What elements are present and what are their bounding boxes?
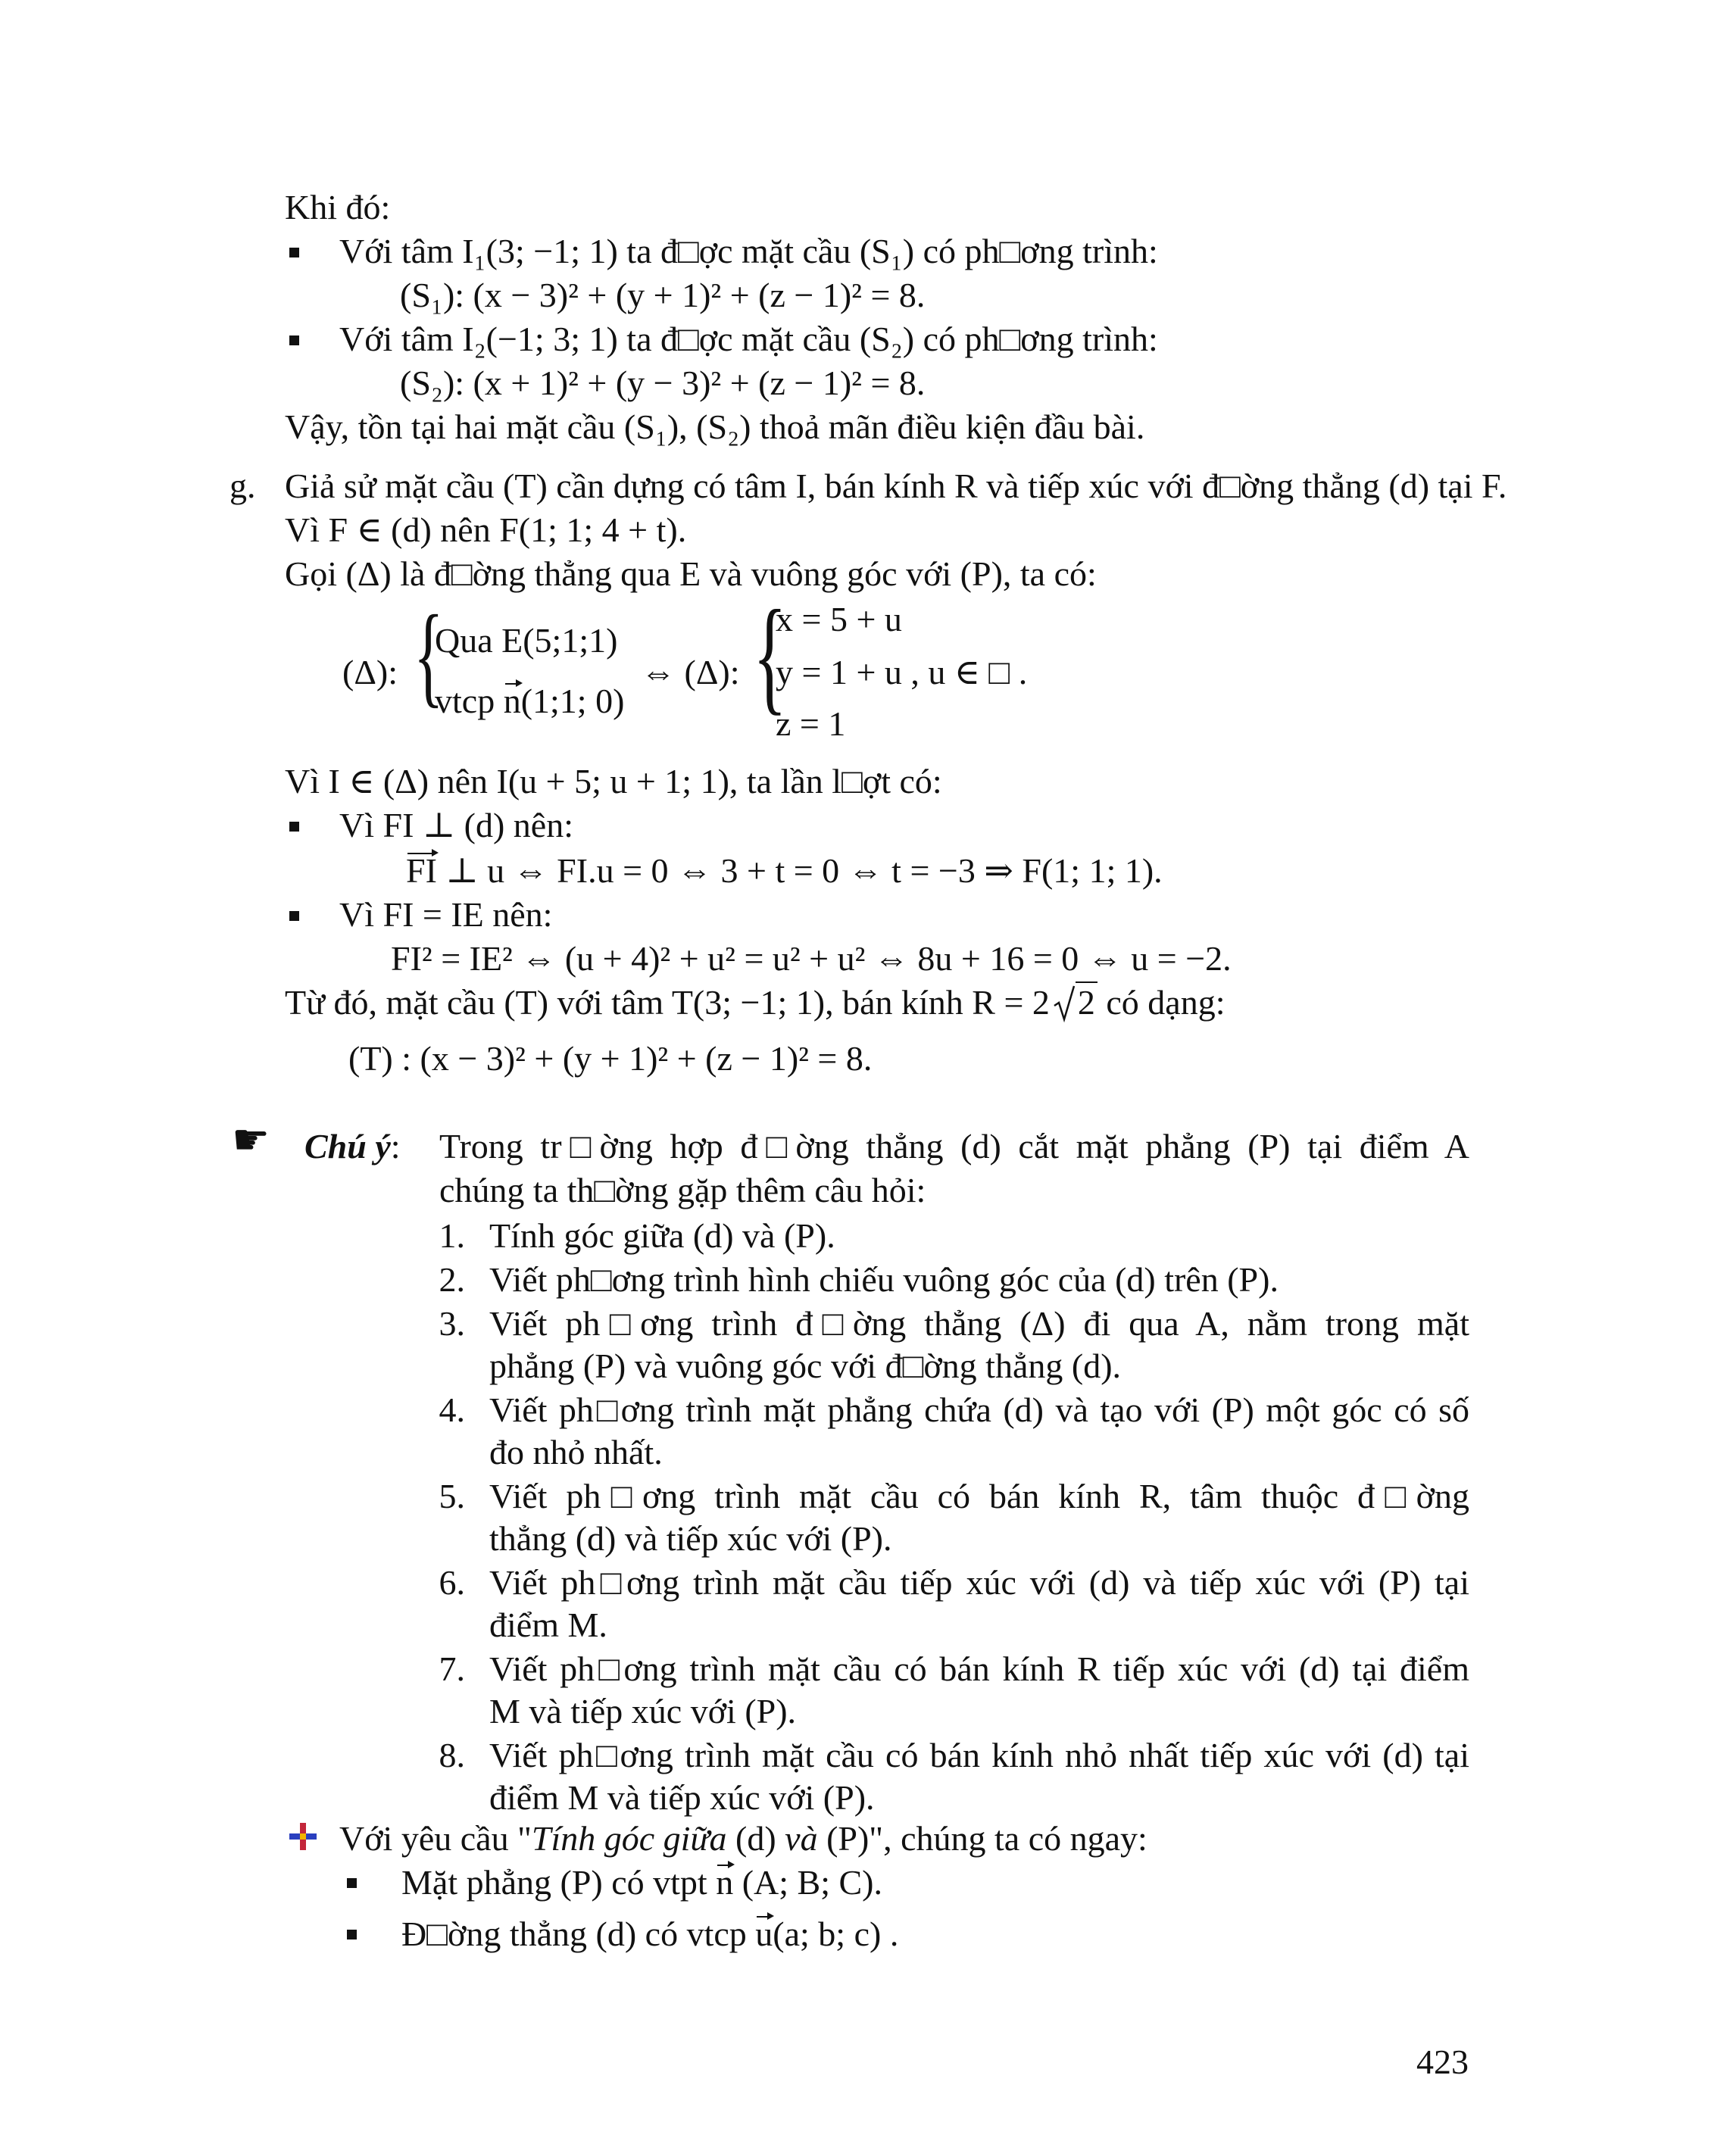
bullet-square (289, 248, 299, 257)
delta-label: (Δ): (342, 653, 398, 691)
vector-n: n (716, 1861, 733, 1904)
equation: (S₂): (x + 1)² + (y − 3)² + (z − 1)² = 8. (400, 364, 926, 402)
pointing-hand-icon: ☛ (232, 1117, 270, 1164)
equation: (T) : (x − 3)² + (y + 1)² + (z − 1)² = 8. (348, 1039, 873, 1078)
list-item-text: Tính góc giữa (d) và (P). (489, 1216, 835, 1255)
bullet-square (289, 822, 299, 832)
equation: x = 5 + u (776, 600, 902, 638)
list-item-text: điểm M và tiếp xúc với (P). (489, 1778, 875, 1817)
list-number: 6. (439, 1563, 465, 1602)
text-line: Giả sử mặt cầu (T) cần dựng có tâm I, bán kính R và tiếp xúc với đ□ờng thẳng (d) tại F. (285, 467, 1507, 505)
vector-u: u (755, 1913, 773, 1955)
equation: y = 1 + u , u ∈ □ . (776, 653, 1028, 691)
list-number: 2. (439, 1260, 465, 1299)
list-number: 7. (439, 1649, 465, 1688)
bullet-square (347, 1930, 357, 1939)
equation: z = 1 (776, 704, 846, 743)
list-item-text: M và tiếp xúc với (P). (489, 1692, 797, 1730)
vector-value: (1;1; 0) (520, 682, 625, 720)
list-item-text: điểm M. (489, 1606, 607, 1644)
text-line (285, 981, 1226, 1024)
item-label: g. (229, 467, 256, 505)
equation: FI² = IE² ⇔ (u + 4)² + u² = u² + u² ⇔ 8u + 16 = 0 ⇔ u = −2. (391, 939, 1232, 978)
list-number: 3. (439, 1304, 465, 1343)
text-line: Vì FI ⊥ (d) nên: (339, 806, 573, 844)
list-item-text: thẳng (d) và tiếp xúc với (P). (489, 1519, 892, 1558)
list-item-text: phẳng (P) và vuông góc với đ□ờng thẳng (d). (489, 1347, 1122, 1385)
list-item-text: Viết ph□ơng trình mặt cầu tiếp xúc với (d) và tiếp xúc với (P) tại (489, 1563, 1469, 1602)
equation (435, 680, 624, 722)
equation (406, 850, 1163, 892)
left-brace: { (753, 584, 787, 726)
list-number: 8. (439, 1736, 465, 1774)
text-line: Với tâm I₂(−1; 3; 1) ta đ□ợc mặt cầu (S₂) có ph□ơng trình: (339, 320, 1158, 358)
text-line: Trong tr□ờng hợp đ□ờng thẳng (d) cắt mặt phẳng (P) tại điểm A (439, 1127, 1469, 1166)
bullet-square (289, 911, 299, 921)
text-line: Vì I ∈ (Δ) nên I(u + 5; u + 1; 1), ta lần l□ợt có: (285, 762, 942, 800)
list-number: 5. (439, 1477, 465, 1515)
text-line: Vì F ∈ (d) nên F(1; 1; 4 + t). (285, 510, 687, 549)
text-line: chúng ta th□ờng gặp thêm câu hỏi: (439, 1171, 926, 1209)
sqrt-value: 2 (1076, 981, 1097, 1022)
list-item-text: Viết ph□ơng trình mặt cầu có bán kính R tiếp xúc với (d) tại điểm (489, 1649, 1469, 1688)
text-line: Gọi (Δ) là đ□ờng thẳng qua E và vuông góc với (P), ta có: (285, 554, 1097, 593)
list-item-text: Viết ph□ơng trình đ□ờng thẳng (Δ) đi qua A, nằm trong mặt (489, 1304, 1469, 1343)
radius-label: R = 2 (972, 983, 1050, 1022)
equivalence: ⇔ (Δ): (641, 653, 740, 691)
list-item-text: Viết ph□ơng trình mặt cầu có bán kính nhỏ nhất tiếp xúc với (d) tại (489, 1736, 1469, 1774)
note-label: Chú ý: (304, 1127, 401, 1166)
list-item-text: đo nhỏ nhất. (489, 1433, 663, 1471)
list-item-text: Viết ph□ơng trình mặt cầu có bán kính R, tâm thuộc đ□ờng (489, 1477, 1469, 1515)
sqrt-symbol (1053, 981, 1097, 1024)
vtcp-label: vtcp (435, 682, 495, 720)
text-line: Với yêu cầu "Tính góc giữa (d) và (P)", chúng ta có ngay: (339, 1819, 1147, 1858)
list-item-text: Viết ph□ơng trình hình chiếu vuông góc của (d) trên (P). (489, 1260, 1279, 1299)
equation: Qua E(5;1;1) (435, 621, 618, 660)
text-segment: có dạng: (1106, 983, 1226, 1022)
equation: (S₁): (x − 3)² + (y + 1)² + (z − 1)² = 8. (400, 276, 926, 314)
text-segment: Từ đó, mặt cầu (T) với tâm T(3; −1; 1), bán kính (285, 983, 963, 1022)
equation-text: ⊥ u ⇔ FI.u = 0 ⇔ 3 + t = 0 ⇔ t = −3 ⇒ F(1; 1; 1). (445, 851, 1163, 890)
text-line: Đ□ờng thẳng (d) có vtcp u(a; b; c) . (401, 1913, 898, 1955)
vector-fi: FI (406, 850, 437, 892)
bullet-square (289, 335, 299, 345)
list-item-text: Viết ph□ơng trình mặt phẳng chứa (d) và tạo với (P) một góc có số (489, 1390, 1469, 1429)
list-number: 1. (439, 1216, 465, 1255)
cross-bullet-icon (288, 1819, 318, 1849)
text-line: Khi đó: (285, 188, 391, 226)
text-line: Vì FI = IE nên: (339, 895, 553, 934)
bullet-square (347, 1878, 357, 1888)
text-line: Mặt phẳng (P) có vtpt n (A; B; C). (401, 1861, 882, 1904)
page-number: 423 (1416, 2042, 1469, 2081)
list-number: 4. (439, 1390, 465, 1429)
left-brace: { (414, 592, 444, 718)
text-line: Với tâm I₁(3; −1; 1) ta đ□ợc mặt cầu (S₁) có ph□ơng trình: (339, 232, 1158, 270)
vector-n: n (504, 680, 521, 722)
text-line: Vậy, tồn tại hai mặt cầu (S₁), (S₂) thoả mãn điều kiện đầu bài. (285, 407, 1145, 446)
